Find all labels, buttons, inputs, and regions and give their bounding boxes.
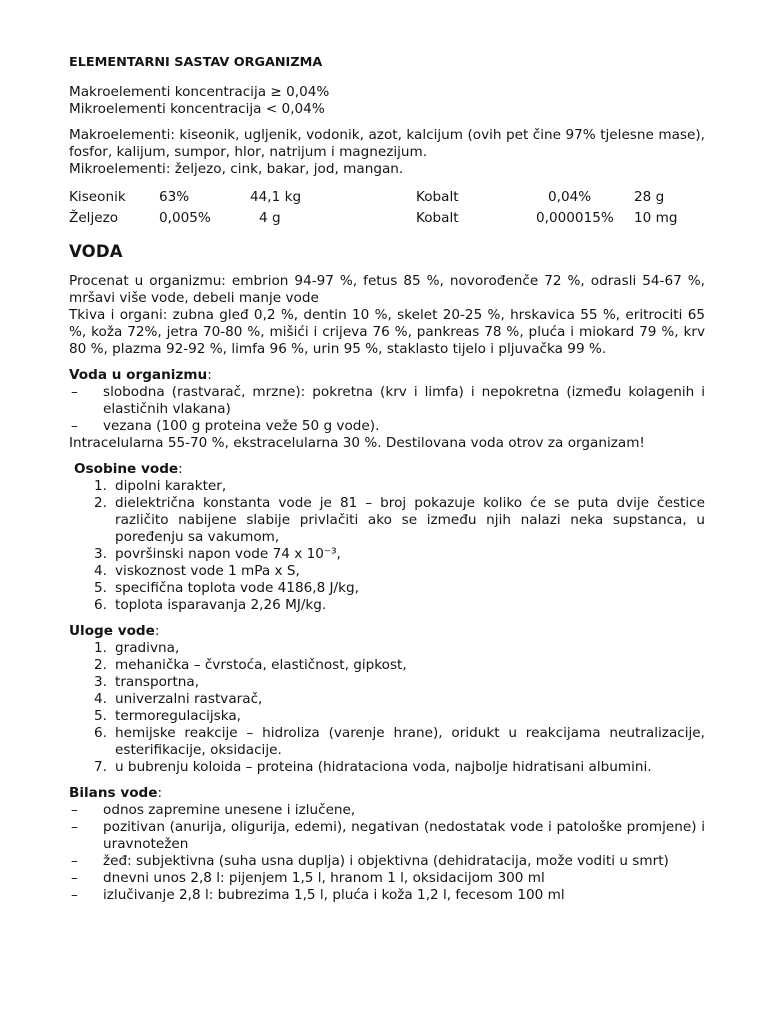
list-item: 3. površinski napon vode 74 x 10⁻³,: [94, 546, 341, 562]
list-item: 1. dipolni karakter,: [94, 478, 227, 494]
macro-definition: Makroelementi koncentracija ≥ 0,04%: [69, 84, 330, 100]
list-item: 2. dielektrična konstanta vode je 81 – broj pokazuje koliko će se puta dvije čestice različito nabijene slabije privlačiti ako se između njih nalazi neka supstanca, u poređenju sa vakumom,: [94, 495, 705, 545]
list-item: 3. transportna,: [94, 674, 200, 690]
list-item: – vezana (100 g proteina veže 50 g vode).: [71, 418, 380, 434]
voda-heading: VODA: [69, 242, 123, 261]
uloge-vode-list: [69, 640, 705, 776]
element-mass: 44,1 kg: [250, 189, 302, 205]
voda-u-organizmu-list: [69, 384, 705, 435]
bilans-vode-list: [69, 802, 705, 904]
element-name: Kobalt: [416, 210, 459, 226]
list-item: 6. hemijske reakcije – hidroliza (varenje hrane), oridukt u reakcijama neutralizacije, esterifikacije, oksidacije.: [94, 725, 705, 758]
procenat-paragraph: Procenat u organizmu: embrion 94-97 %, fetus 85 %, novorođenče 72 %, odrasli 54-67 %, mršavi više vode, debeli manje vode: [69, 273, 705, 306]
document-page: [69, 54, 705, 904]
element-name: Željezo: [69, 210, 119, 226]
list-item: – odnos zapremine unesene i izlučene,: [71, 802, 356, 818]
list-item: 5. specifična toplota vode 4186,8 J/kg,: [94, 580, 359, 596]
element-percent: 0,005%: [159, 210, 211, 226]
list-item: 1. gradivna,: [94, 640, 180, 656]
list-item: 7. u bubrenju koloida – proteina (hidrataciona voda, najbolje hidratisani albumini.: [94, 759, 652, 775]
element-mass: 10 mg: [634, 210, 678, 226]
uloge-vode-heading: Uloge vode:: [69, 623, 160, 639]
element-mass: 28 g: [634, 189, 665, 205]
list-item: 5. termoregulacijska,: [94, 708, 242, 724]
list-item: 2. mehanička – čvrstoća, elastičnost, gipkost,: [94, 657, 407, 673]
element-percent: 0,000015%: [536, 210, 614, 226]
list-item: – žeđ: subjektivna (suha usna duplja) i objektivna (dehidratacija, može voditi u smrt): [71, 853, 669, 869]
list-item: 4. univerzalni rastvarač,: [94, 691, 263, 707]
macro-elements-list: Makroelementi: kiseonik, ugljenik, vodonik, azot, kalcijum (ovih pet čine 97% tjelesne mase), fosfor, kalijum, sumpor, hlor, natrijum i magnezijum.: [69, 127, 705, 160]
list-item: 6. toplota isparavanja 2,26 MJ/kg.: [94, 597, 327, 613]
elements-row: [69, 187, 678, 208]
micro-elements-list: Mikroelementi: željezo, cink, bakar, jod, mangan.: [69, 161, 404, 177]
osobine-vode-list: [69, 478, 705, 614]
elements-table: [69, 187, 678, 229]
element-mass: 4 g: [259, 210, 281, 226]
micro-definition: Mikroelementi koncentracija < 0,04%: [69, 101, 325, 117]
list-item: – dnevni unos 2,8 l: pijenjem 1,5 l, hranom 1 l, oksidacijom 300 ml: [71, 870, 545, 886]
osobine-vode-heading: Osobine vode:: [74, 461, 183, 477]
document-title: ELEMENTARNI SASTAV ORGANIZMA: [69, 55, 323, 70]
list-item: – slobodna (rastvarač, mrzne): pokretna (krv i limfa) i nepokretna (između kolagenih i elastičnih vlakana): [71, 384, 705, 417]
element-name: Kiseonik: [69, 189, 126, 205]
intracelularna-paragraph: Intracelularna 55-70 %, ekstracelularna 30 %. Destilovana voda otrov za organizam!: [69, 435, 645, 451]
list-item: – pozitivan (anurija, oligurija, edemi), negativan (nedostatak vode i patološke promjene) i uravnotežen: [71, 819, 705, 852]
voda-u-organizmu-heading: Voda u organizmu:: [69, 367, 212, 383]
bilans-vode-heading: Bilans vode:: [69, 785, 163, 801]
element-percent: 63%: [159, 189, 190, 205]
element-percent: 0,04%: [548, 189, 592, 205]
list-item: 4. viskoznost vode 1 mPa x S,: [94, 563, 300, 579]
element-name: Kobalt: [416, 189, 459, 205]
tkiva-paragraph: Tkiva i organi: zubna gleđ 0,2 %, dentin 10 %, skelet 20-25 %, hrskavica 55 %, eritrociti 65 %, koža 72%, jetra 70-80 %, mišići i crijeva 76 %, pankreas 78 %, pluća i miokard 79 %, krv 80 %, plazma 92-92 %, limfa 96 %, urin 95 %, staklasto tijelo i pljuvačka 99 %.: [69, 307, 705, 357]
elements-row: [69, 208, 678, 229]
list-item: – izlučivanje 2,8 l: bubrezima 1,5 l, pluća i koža 1,2 l, fecesom 100 ml: [71, 887, 565, 903]
